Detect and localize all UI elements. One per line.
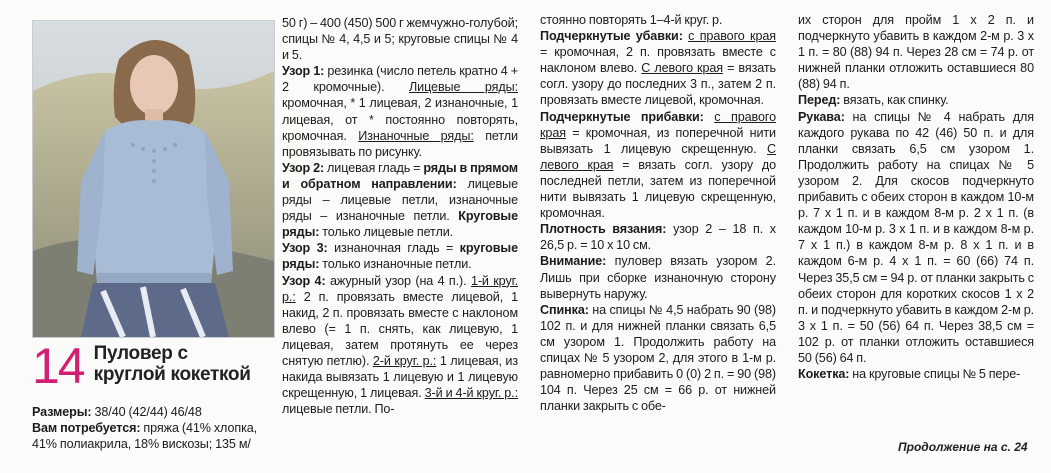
pattern3-text: изнаночная гладь =: [327, 241, 460, 256]
pattern4-row1: 2 п. провязать вместе лицевой, 1 накид, 2 п. провязать вместе с наклоном влево (= 1 п. снять, как лицевую, 1 лицевая, затем протянуть ее через снятую петлю).: [282, 289, 518, 368]
yoke-label: Кокетка:: [798, 367, 850, 382]
materials-value: пряжа (41% хлопка, 41% полиакрила, 18% вискозы; 135 м/: [32, 421, 258, 452]
pattern4-label: Узор 4:: [282, 273, 326, 288]
pattern3-round-label: круговые ряды:: [282, 241, 518, 272]
attention-text: пуловер вязать узором 2. Лишь при сборке изнаночную сторону вывернуть наружу.: [540, 254, 776, 301]
decrease-left-label: С левого края: [641, 61, 723, 76]
pattern2-text2: лицевые ряды – лицевые петли, изнаночные ряды – изнаночные петли.: [282, 176, 518, 224]
materials-label: Вам потребуется:: [32, 421, 141, 436]
pattern2-text: лицевая гладь =: [324, 160, 424, 175]
decrease-right-label: с правого края: [688, 29, 776, 44]
text-column-1: [282, 15, 518, 417]
decrease-label: Подчеркнутые убавки:: [540, 29, 683, 44]
pattern2-label: Узор 2:: [282, 160, 325, 175]
sleeves-text: на спицы № 4 набрать для каждого рукава по 42 (46) 50 п. и для планки связать 6,5 см узором 1. Продолжить работу на спицах № 5 узором 2. Для скосов подчеркнуто прибавить с обеих сторон в каждом 10-м р. 7 х 1 п. и в каждом 8-м р. 2 х 1 п. (в каждом 10-м р. 3 х 1 п. и в каждом 8-м р. 7 х 1 п.) в каждом 8-м р. 8 х 1 п. и в каждом 6-м р. 4 х 1 п. = 60 (66) 74 п. Через 35,5 см = 94 р. от планки закрыть с обеих сторон для коротких скосов 1 х 2 п. и подчеркнуто убавить в каждом 2-м р. 3 х 1 п. = 50 (56) 64 п. Через 38,5 см = 102 р. от планки отложить оставшиеся 50 (56) 64 п.: [798, 109, 1034, 365]
pattern1-front-label: Лицевые ряды:: [408, 80, 518, 95]
back-continued: их сторон для пройм 1 х 2 п. и подчеркнуто убавить в каждом 2-м р. 3 х 1 п. = 80 (88) 94 п. Через 28 см = 74 р. от нижней планки отложить оставшиеся 80 (88) 94 п.: [798, 13, 1034, 92]
pattern2-text3: только лицевые петли.: [319, 225, 454, 240]
front-text: вязать, как спинку.: [840, 93, 949, 108]
pattern4-row34-label: 3-й и 4-й круг. р.:: [424, 386, 518, 401]
text-column-3: [798, 12, 1034, 382]
materials-block: [32, 404, 272, 452]
continued-link[interactable]: Продолжение на с. 24: [898, 440, 1028, 454]
pattern4-row34: лицевые петли. По-: [282, 402, 395, 417]
pattern1-front: кромочная, * 1 лицевая, 2 изнаночные, 1 лицевая, от * постоянно повторять, кромочная.: [282, 96, 518, 143]
pattern4-text: ажурный узор (на 4 п.).: [325, 273, 471, 288]
pattern1-label: Узор 1:: [282, 64, 325, 79]
pattern-number: 14: [32, 338, 84, 394]
pattern3-label: Узор 3:: [282, 241, 328, 256]
back-label: Спинка:: [540, 302, 589, 317]
pattern1-text: резинка (число петель кратно 4 + 2 кромочные).: [282, 64, 518, 95]
pattern-title: [32, 338, 264, 394]
gauge-text: узор 2 – 18 п. х 26,5 р. = 10 х 10 см.: [540, 222, 776, 253]
increase-right: = кромочная, из поперечной нити вывязать 1 лицевую скрещенную.: [540, 125, 776, 156]
pattern4-row1-label: 1-й круг. р.:: [282, 273, 518, 304]
pattern4-continued: стоянно повторять 1–4-й круг. р.: [540, 13, 723, 27]
increase-left-label: С левого края: [540, 141, 776, 172]
pattern-name: Пуловер с круглой кокеткой: [93, 343, 251, 385]
increase-label: Подчеркнутые прибавки:: [540, 109, 704, 124]
materials-continued: 50 г) – 400 (450) 500 г жемчужно-голубой; спицы № 4, 4,5 и 5; круговые спицы № 4 и 5.: [282, 16, 518, 63]
pattern4-row2-label: 2-й круг. р.:: [372, 353, 437, 368]
gauge-label: Плотность вязания:: [540, 222, 667, 237]
front-label: Перед:: [798, 93, 841, 108]
attention-label: Внимание:: [540, 254, 607, 269]
increase-left: = вязать согл. узору до последней петли, затем из поперечной нити вывязать 1 лицевую скрещенную, кромочная.: [540, 157, 777, 221]
decrease-left: = вязать согл. узору до последних 3 п., затем 2 п. провязать вместе лицевой, кромочная.: [540, 61, 777, 108]
model-photo: [32, 20, 275, 338]
pattern3-text2: только изнаночные петли.: [319, 257, 472, 272]
pattern1-back: петли провязывать по рисунку.: [282, 128, 518, 159]
model-illustration: [33, 21, 274, 337]
text-column-2: [540, 12, 776, 414]
back-text: на спицы № 4,5 набрать 90 (98) 102 п. и для нижней планки связать 6,5 см узором 1. Продолжить работу на спицах № 5 узором 2, для этого в 1-м р. равномерно прибавить 0 (0) 2 п. = 90 (98) 104 п. Через 25 см = 66 р. от нижней планки закрыть с обе-: [540, 302, 776, 414]
increase-right-label: с правого края: [540, 109, 776, 140]
pattern1-back-label: Изнаночные ряды:: [358, 128, 474, 143]
pattern2-round-label: Круговые ряды:: [282, 209, 518, 240]
yoke-text: на круговые спицы № 5 пере-: [849, 367, 1021, 382]
sizes-label: Размеры:: [32, 405, 92, 419]
pattern4-row2: 1 лицевая, из накида вывязать 1 лицевую и 1 лицевую скрещенную, 1 лицевая.: [282, 353, 518, 401]
pattern2-rows: ряды в прямом и обратном направлении:: [282, 160, 518, 191]
decrease-right: = кромочная, 2 п. провязать вместе с наклоном влево.: [540, 45, 776, 76]
sleeves-label: Рукава:: [798, 109, 845, 124]
sizes-value: 38/40 (42/44) 46/48: [91, 405, 202, 419]
